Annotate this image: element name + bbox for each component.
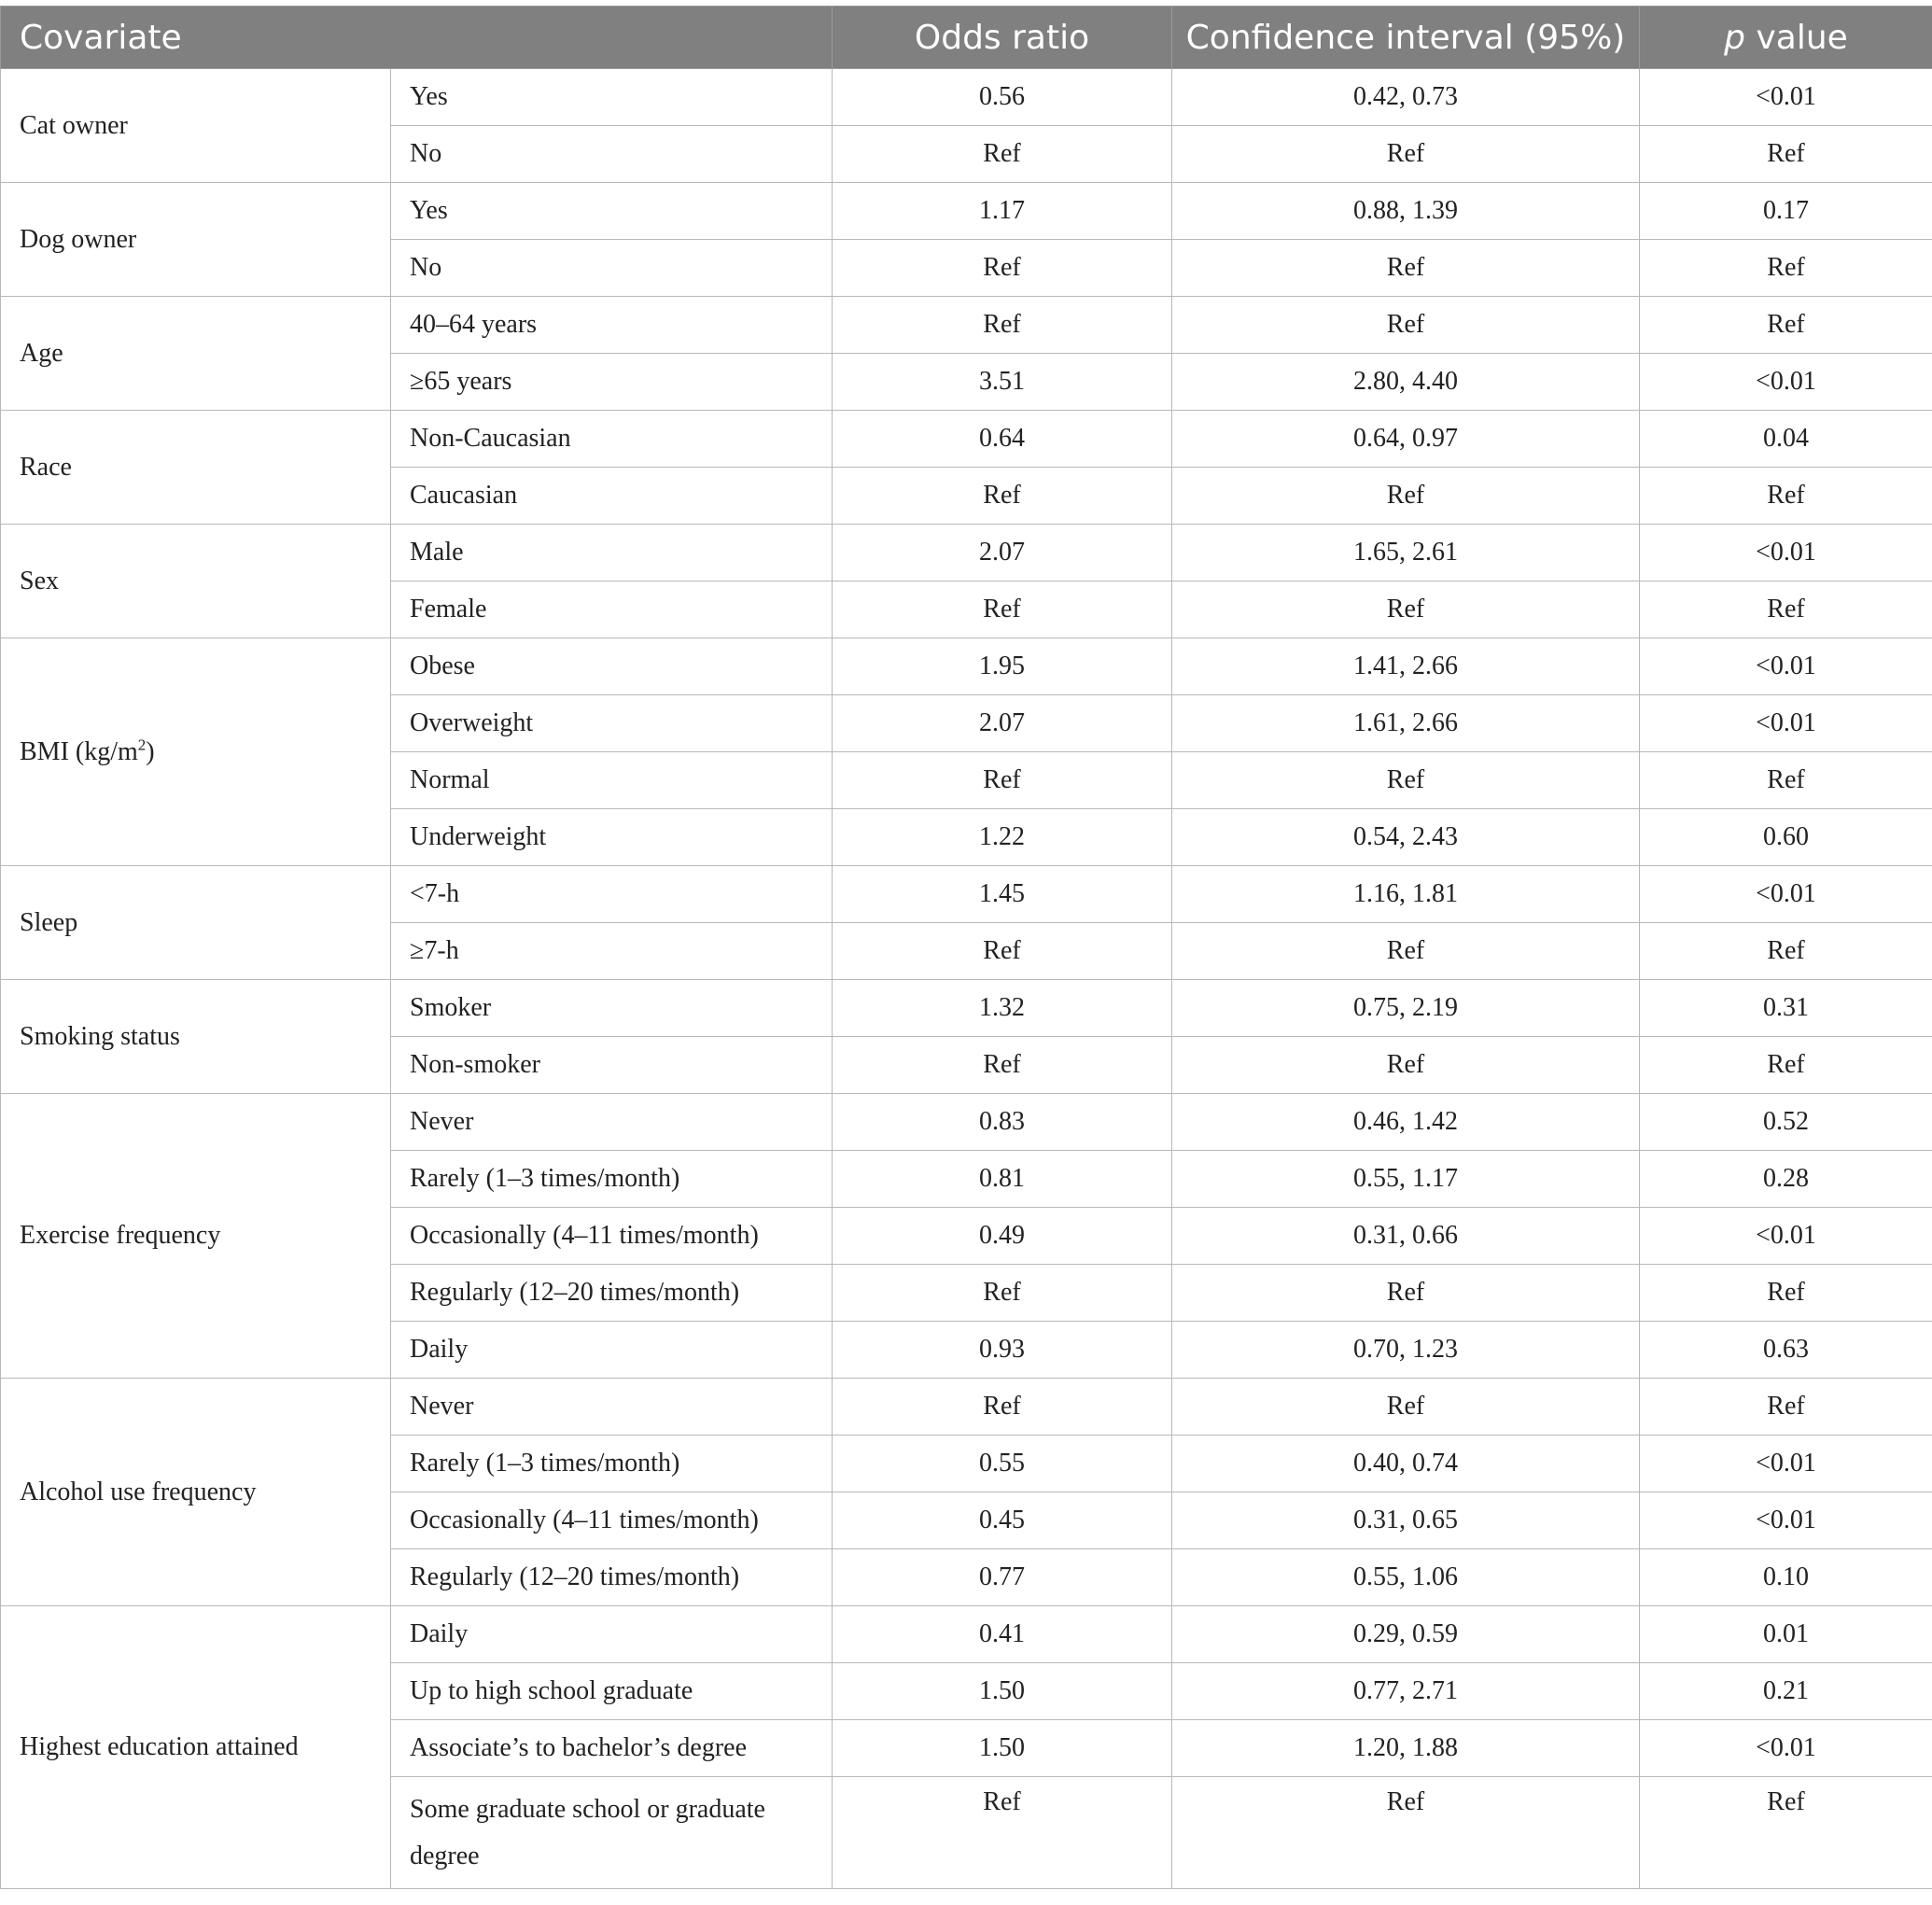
covariate-group-label — [1, 1094, 391, 1379]
odds-ratio-cell: 0.81 — [833, 1151, 1172, 1208]
header-confidence-interval: Confidence interval (95%) — [1172, 7, 1640, 69]
level-cell: Non-Caucasian — [391, 411, 833, 468]
confidence-interval-cell: 1.20, 1.88 — [1172, 1720, 1640, 1777]
level-cell: ≥7-h — [391, 923, 833, 980]
covariate-group-label — [1, 866, 391, 980]
level-cell: Associate’s to bachelor’s degree — [391, 1720, 833, 1777]
covariate-group-label — [1, 525, 391, 638]
table-body — [1, 69, 1932, 1889]
covariate-name: Sex — [20, 566, 59, 595]
odds-ratio-cell: 1.50 — [833, 1720, 1172, 1777]
table-row — [1, 638, 1932, 695]
p-value-cell: 0.31 — [1640, 980, 1932, 1037]
p-value-cell: Ref — [1640, 1379, 1932, 1436]
odds-ratio-cell: Ref — [833, 126, 1172, 183]
table-row — [1, 297, 1932, 354]
level-cell: Normal — [391, 752, 833, 809]
confidence-interval-cell: Ref — [1172, 468, 1640, 525]
confidence-interval-cell: Ref — [1172, 1037, 1640, 1094]
confidence-interval-cell: Ref — [1172, 240, 1640, 297]
level-cell: Never — [391, 1094, 833, 1151]
odds-ratio-cell: 1.95 — [833, 638, 1172, 695]
p-value-cell: 0.60 — [1640, 809, 1932, 866]
covariate-name: Alcohol use frequency — [20, 1477, 257, 1506]
covariate-group-label — [1, 1606, 391, 1889]
p-value-cell: 0.10 — [1640, 1549, 1932, 1606]
p-value-cell: 0.01 — [1640, 1606, 1932, 1663]
odds-ratio-cell: 0.41 — [833, 1606, 1172, 1663]
p-value-cell: 0.28 — [1640, 1151, 1932, 1208]
odds-ratio-cell: 0.77 — [833, 1549, 1172, 1606]
p-value-cell: 0.63 — [1640, 1322, 1932, 1379]
level-cell: Regularly (12–20 times/month) — [391, 1549, 833, 1606]
table-row — [1, 1379, 1932, 1436]
odds-ratio-cell: 0.64 — [833, 411, 1172, 468]
odds-ratio-cell: Ref — [833, 1037, 1172, 1094]
level-cell: Female — [391, 581, 833, 638]
table-row — [1, 1606, 1932, 1663]
level-cell: Overweight — [391, 695, 833, 752]
odds-ratio-cell: Ref — [833, 752, 1172, 809]
confidence-interval-cell: 0.42, 0.73 — [1172, 69, 1640, 126]
p-value-cell: Ref — [1640, 1265, 1932, 1322]
header-row — [1, 7, 1932, 69]
level-cell: No — [391, 126, 833, 183]
odds-ratio-cell: 1.50 — [833, 1663, 1172, 1720]
header-p-value — [1640, 7, 1932, 69]
level-cell: Daily — [391, 1322, 833, 1379]
odds-ratio-cell: 1.22 — [833, 809, 1172, 866]
level-cell: Some graduate school or graduate degree — [391, 1777, 833, 1889]
p-value-cell: <0.01 — [1640, 69, 1932, 126]
odds-ratio-cell: Ref — [833, 297, 1172, 354]
table-row — [1, 866, 1932, 923]
odds-ratio-cell: 0.45 — [833, 1492, 1172, 1549]
confidence-interval-cell: 0.75, 2.19 — [1172, 980, 1640, 1037]
confidence-interval-cell: 1.41, 2.66 — [1172, 638, 1640, 695]
table-row — [1, 525, 1932, 581]
confidence-interval-cell: Ref — [1172, 581, 1640, 638]
level-cell: Occasionally (4–11 times/month) — [391, 1208, 833, 1265]
odds-ratio-cell: 3.51 — [833, 354, 1172, 411]
p-value-cell: Ref — [1640, 468, 1932, 525]
confidence-interval-cell: Ref — [1172, 126, 1640, 183]
covariate-name: Dog owner — [20, 224, 137, 254]
odds-ratio-cell: 0.55 — [833, 1436, 1172, 1492]
level-cell: Rarely (1–3 times/month) — [391, 1436, 833, 1492]
level-cell: Rarely (1–3 times/month) — [391, 1151, 833, 1208]
p-value-cell: 0.52 — [1640, 1094, 1932, 1151]
odds-ratio-cell: Ref — [833, 468, 1172, 525]
confidence-interval-cell: 0.29, 0.59 — [1172, 1606, 1640, 1663]
p-value-cell: <0.01 — [1640, 1436, 1932, 1492]
covariate-group-label — [1, 69, 391, 183]
table-row — [1, 69, 1932, 126]
odds-ratio-cell: Ref — [833, 1777, 1172, 1889]
odds-ratio-cell: 1.32 — [833, 980, 1172, 1037]
table-row — [1, 411, 1932, 468]
confidence-interval-cell: 0.88, 1.39 — [1172, 183, 1640, 240]
odds-ratio-cell: Ref — [833, 1265, 1172, 1322]
p-value-cell: <0.01 — [1640, 1492, 1932, 1549]
p-value-cell: <0.01 — [1640, 866, 1932, 923]
level-cell: ≥65 years — [391, 354, 833, 411]
p-value-cell: Ref — [1640, 240, 1932, 297]
table-container — [0, 6, 1932, 1889]
covariate-name: Smoking status — [20, 1021, 180, 1051]
level-cell: Obese — [391, 638, 833, 695]
odds-ratio-cell: 1.45 — [833, 866, 1172, 923]
confidence-interval-cell: 0.31, 0.66 — [1172, 1208, 1640, 1265]
p-value-cell: Ref — [1640, 752, 1932, 809]
confidence-interval-cell: Ref — [1172, 297, 1640, 354]
covariate-group-label — [1, 980, 391, 1094]
covariate-name: Highest education attained — [20, 1732, 299, 1761]
level-cell: Up to high school graduate — [391, 1663, 833, 1720]
header-p-rest: value — [1745, 18, 1848, 57]
p-value-cell: <0.01 — [1640, 638, 1932, 695]
level-cell: Never — [391, 1379, 833, 1436]
confidence-interval-cell: 1.16, 1.81 — [1172, 866, 1640, 923]
level-cell: Caucasian — [391, 468, 833, 525]
confidence-interval-cell: Ref — [1172, 1265, 1640, 1322]
confidence-interval-cell: Ref — [1172, 1379, 1640, 1436]
level-cell: Smoker — [391, 980, 833, 1037]
confidence-interval-cell: 0.77, 2.71 — [1172, 1663, 1640, 1720]
confidence-interval-cell: 0.46, 1.42 — [1172, 1094, 1640, 1151]
confidence-interval-cell: 0.40, 0.74 — [1172, 1436, 1640, 1492]
level-cell: Underweight — [391, 809, 833, 866]
odds-ratio-cell: Ref — [833, 923, 1172, 980]
covariate-name: Race — [20, 452, 72, 482]
p-value-cell: Ref — [1640, 126, 1932, 183]
confidence-interval-cell: 0.64, 0.97 — [1172, 411, 1640, 468]
confidence-interval-cell: 2.80, 4.40 — [1172, 354, 1640, 411]
table-row — [1, 183, 1932, 240]
odds-ratio-cell: Ref — [833, 1379, 1172, 1436]
confidence-interval-cell: Ref — [1172, 923, 1640, 980]
table-row — [1, 1094, 1932, 1151]
odds-ratio-cell: 0.49 — [833, 1208, 1172, 1265]
odds-ratio-cell: 0.83 — [833, 1094, 1172, 1151]
p-value-cell: <0.01 — [1640, 1208, 1932, 1265]
confidence-interval-cell: 0.55, 1.06 — [1172, 1549, 1640, 1606]
p-value-cell: Ref — [1640, 1037, 1932, 1094]
header-odds-ratio: Odds ratio — [833, 7, 1172, 69]
level-cell: <7-h — [391, 866, 833, 923]
p-value-cell: 0.21 — [1640, 1663, 1932, 1720]
confidence-interval-cell: 0.70, 1.23 — [1172, 1322, 1640, 1379]
p-value-cell: Ref — [1640, 923, 1932, 980]
covariate-group-label — [1, 411, 391, 525]
level-cell: Daily — [391, 1606, 833, 1663]
confidence-interval-cell: 1.65, 2.61 — [1172, 525, 1640, 581]
p-value-cell: Ref — [1640, 297, 1932, 354]
odds-ratio-cell: 0.93 — [833, 1322, 1172, 1379]
covariate-name: Sleep — [20, 907, 78, 937]
p-value-cell: 0.17 — [1640, 183, 1932, 240]
level-cell: 40–64 years — [391, 297, 833, 354]
confidence-interval-cell: 1.61, 2.66 — [1172, 695, 1640, 752]
level-cell: Yes — [391, 69, 833, 126]
confidence-interval-cell: Ref — [1172, 752, 1640, 809]
level-cell: Male — [391, 525, 833, 581]
level-cell: Yes — [391, 183, 833, 240]
confidence-interval-cell: 0.55, 1.17 — [1172, 1151, 1640, 1208]
p-value-cell: <0.01 — [1640, 695, 1932, 752]
p-value-cell: Ref — [1640, 1777, 1932, 1889]
covariate-group-label — [1, 183, 391, 297]
level-cell: Regularly (12–20 times/month) — [391, 1265, 833, 1322]
odds-ratio-cell: 0.56 — [833, 69, 1172, 126]
confidence-interval-cell: 0.31, 0.65 — [1172, 1492, 1640, 1549]
level-cell: No — [391, 240, 833, 297]
p-value-cell: <0.01 — [1640, 354, 1932, 411]
odds-ratio-cell: Ref — [833, 240, 1172, 297]
odds-ratio-table — [0, 6, 1932, 1889]
table-row — [1, 980, 1932, 1037]
level-cell: Non-smoker — [391, 1037, 833, 1094]
odds-ratio-cell: 2.07 — [833, 695, 1172, 752]
p-value-cell: 0.04 — [1640, 411, 1932, 468]
level-cell: Occasionally (4–11 times/month) — [391, 1492, 833, 1549]
odds-ratio-cell: 2.07 — [833, 525, 1172, 581]
odds-ratio-cell: 1.17 — [833, 183, 1172, 240]
p-value-cell: Ref — [1640, 581, 1932, 638]
covariate-name: Age — [20, 338, 63, 368]
confidence-interval-cell: 0.54, 2.43 — [1172, 809, 1640, 866]
covariate-group-label — [1, 638, 391, 866]
covariate-name: BMI (kg/m — [20, 736, 138, 766]
confidence-interval-cell: Ref — [1172, 1777, 1640, 1889]
covariate-name-superscript: 2 — [137, 735, 147, 754]
covariate-name: Exercise frequency — [20, 1221, 221, 1250]
covariate-group-label — [1, 1379, 391, 1606]
covariate-name: Cat owner — [20, 110, 128, 140]
odds-ratio-cell: Ref — [833, 581, 1172, 638]
p-value-cell: <0.01 — [1640, 525, 1932, 581]
covariate-group-label — [1, 297, 391, 411]
p-value-cell: <0.01 — [1640, 1720, 1932, 1777]
header-covariate: Covariate — [1, 7, 833, 69]
header-p-italic: p — [1724, 18, 1746, 57]
covariate-name-suffix: ) — [146, 736, 155, 766]
